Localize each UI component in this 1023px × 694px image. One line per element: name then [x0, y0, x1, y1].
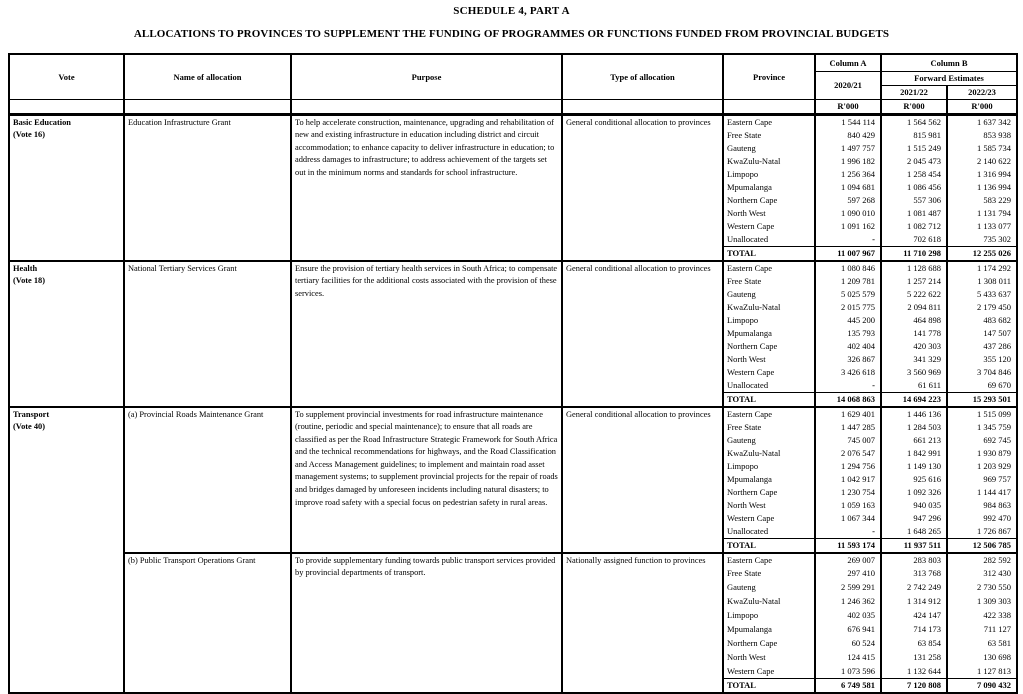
amount-2020-21: 1 067 344 — [815, 512, 881, 525]
amount-2020-21: 445 200 — [815, 314, 881, 327]
amount-2022-23: 1 585 734 — [947, 142, 1017, 155]
amount-2022-23: 1 309 303 — [947, 595, 1017, 609]
province-column-header: Province — [723, 54, 815, 99]
amount-2022-23: 1 203 929 — [947, 460, 1017, 473]
amount-2022-23: 282 592 — [947, 553, 1017, 567]
province-cell: KwaZulu-Natal — [723, 447, 815, 460]
province-cell: Northern Cape — [723, 340, 815, 353]
amount-2020-21: 5 025 579 — [815, 288, 881, 301]
purpose-cell: Ensure the provision of tertiary health services in South Africa; to compensate tertiary facilities for the additional costs associated with the provision of these services. — [291, 261, 562, 407]
amount-2022-23: 63 581 — [947, 637, 1017, 651]
amount-2021-22: 1 284 503 — [881, 421, 947, 434]
amount-2022-23: 1 127 813 — [947, 665, 1017, 679]
amount-2022-23: 1 316 994 — [947, 168, 1017, 181]
province-cell: Western Cape — [723, 220, 815, 233]
amount-2020-21: 269 007 — [815, 553, 881, 567]
amount-2021-22: 1 149 130 — [881, 460, 947, 473]
amount-2021-22: 1 082 712 — [881, 220, 947, 233]
amount-2020-21: 402 404 — [815, 340, 881, 353]
table-row — [9, 553, 1017, 567]
amount-2020-21: - — [815, 379, 881, 393]
amount-2020-21: 2 015 775 — [815, 301, 881, 314]
province-cell: Western Cape — [723, 665, 815, 679]
amount-2022-23: 1 345 759 — [947, 421, 1017, 434]
amount-2021-22: 1 842 991 — [881, 447, 947, 460]
total-2022-23: 12 255 026 — [947, 246, 1017, 261]
province-cell: Mpumalanga — [723, 623, 815, 637]
province-cell: Northern Cape — [723, 194, 815, 207]
amount-2021-22: 1 515 249 — [881, 142, 947, 155]
purpose-cell: To supplement provincial investments for road infrastructure maintenance (routine, periodic and special maintenance); to ensure that all roads are classified as per the Road Infrastructure Strategic Framework for South Africa and the technical recommendations for highways, and the Road Classification and Access Management guidelines; to implement and maintain road asset management systems; to supplement provincial projects for the repair of roads and bridges damaged by unforeseen incidents including natural disasters; to improve road safety with a special focus on pedestrian safety in rural areas. — [291, 407, 562, 553]
amount-2022-23: 992 470 — [947, 512, 1017, 525]
amount-2021-22: 2 045 473 — [881, 155, 947, 168]
amount-2021-22: 940 035 — [881, 499, 947, 512]
amount-2022-23: 422 338 — [947, 609, 1017, 623]
province-cell: Free State — [723, 129, 815, 142]
table-header — [9, 54, 1017, 114]
amount-2022-23: 969 757 — [947, 473, 1017, 486]
empty-header-cell — [124, 99, 291, 114]
amount-2021-22: 63 854 — [881, 637, 947, 651]
unit-label: R'000 — [815, 99, 881, 114]
amount-2020-21: 1 996 182 — [815, 155, 881, 168]
province-cell: North West — [723, 353, 815, 366]
amount-2020-21: 402 035 — [815, 609, 881, 623]
total-2021-22: 7 120 808 — [881, 679, 947, 694]
province-cell: Gauteng — [723, 581, 815, 595]
amount-2022-23: 1 144 417 — [947, 486, 1017, 499]
total-2022-23: 15 293 501 — [947, 392, 1017, 407]
amount-2021-22: 815 981 — [881, 129, 947, 142]
empty-header-cell — [723, 99, 815, 114]
amount-2020-21: 124 415 — [815, 651, 881, 665]
amount-2022-23: 1 515 099 — [947, 407, 1017, 421]
allocation-name-cell: Education Infrastructure Grant — [124, 114, 291, 261]
amount-2022-23: 3 704 846 — [947, 366, 1017, 379]
amount-2020-21: 1 256 364 — [815, 168, 881, 181]
purpose-column-header: Purpose — [291, 54, 562, 99]
amount-2020-21: 3 426 618 — [815, 366, 881, 379]
amount-2021-22: 1 128 688 — [881, 261, 947, 275]
year-2021-22-header: 2021/22 — [881, 85, 947, 99]
province-cell: Unallocated — [723, 379, 815, 393]
amount-2020-21: 1 246 362 — [815, 595, 881, 609]
amount-2021-22: 661 213 — [881, 434, 947, 447]
amount-2021-22: 1 258 454 — [881, 168, 947, 181]
province-cell: Eastern Cape — [723, 114, 815, 129]
allocation-type-cell: General conditional allocation to provinces — [562, 114, 723, 261]
amount-2022-23: 1 930 879 — [947, 447, 1017, 460]
column-a-header: Column A — [815, 54, 881, 71]
amount-2020-21: 1 094 681 — [815, 181, 881, 194]
province-cell: Eastern Cape — [723, 261, 815, 275]
amount-2022-23: 1 637 342 — [947, 114, 1017, 129]
schedule-title: SCHEDULE 4, PART A — [453, 5, 570, 17]
province-cell: Free State — [723, 567, 815, 581]
amount-2020-21: 1 090 010 — [815, 207, 881, 220]
forward-estimates-header: Forward Estimates — [881, 71, 1017, 85]
vote-name: Health — [13, 263, 38, 273]
amount-2020-21: 1 629 401 — [815, 407, 881, 421]
amount-2021-22: 2 742 249 — [881, 581, 947, 595]
allocation-type-cell: Nationally assigned function to provinces — [562, 553, 723, 694]
amount-2021-22: 1 648 265 — [881, 525, 947, 539]
province-cell: Gauteng — [723, 288, 815, 301]
amount-2022-23: 69 670 — [947, 379, 1017, 393]
amount-2022-23: 312 430 — [947, 567, 1017, 581]
amount-2021-22: 420 303 — [881, 340, 947, 353]
amount-2021-22: 702 618 — [881, 233, 947, 247]
vote-number: (Vote 16) — [13, 130, 46, 140]
year-2022-23-header: 2022/23 — [947, 85, 1017, 99]
amount-2021-22: 1 086 456 — [881, 181, 947, 194]
amount-2022-23: 583 229 — [947, 194, 1017, 207]
province-cell: Unallocated — [723, 233, 815, 247]
province-cell: Free State — [723, 275, 815, 288]
amount-2020-21: 1 209 781 — [815, 275, 881, 288]
total-2021-22: 14 694 223 — [881, 392, 947, 407]
amount-2022-23: 1 133 077 — [947, 220, 1017, 233]
allocation-name-cell: National Tertiary Services Grant — [124, 261, 291, 407]
vote-number: (Vote 40) — [13, 422, 46, 432]
amount-2022-23: 5 433 637 — [947, 288, 1017, 301]
amount-2020-21: 676 941 — [815, 623, 881, 637]
amount-2021-22: 61 611 — [881, 379, 947, 393]
amount-2021-22: 141 778 — [881, 327, 947, 340]
unit-row — [9, 99, 1017, 114]
amount-2022-23: 1 726 867 — [947, 525, 1017, 539]
total-label: TOTAL — [723, 679, 815, 694]
amount-2022-23: 711 127 — [947, 623, 1017, 637]
amount-2021-22: 1 081 487 — [881, 207, 947, 220]
province-cell: Limpopo — [723, 314, 815, 327]
year-2020-21-header: 2020/21 — [815, 71, 881, 99]
amount-2021-22: 2 094 811 — [881, 301, 947, 314]
amount-2021-22: 341 329 — [881, 353, 947, 366]
allocation-type-cell: General conditional allocation to provinces — [562, 261, 723, 407]
unit-label: R'000 — [947, 99, 1017, 114]
allocation-name-cell: (b) Public Transport Operations Grant — [124, 553, 291, 694]
amount-2022-23: 2 179 450 — [947, 301, 1017, 314]
province-cell: Unallocated — [723, 525, 815, 539]
province-cell: Eastern Cape — [723, 407, 815, 421]
amount-2021-22: 283 803 — [881, 553, 947, 567]
province-cell: Limpopo — [723, 609, 815, 623]
amount-2022-23: 147 507 — [947, 327, 1017, 340]
amount-2020-21: 1 091 162 — [815, 220, 881, 233]
amount-2022-23: 483 682 — [947, 314, 1017, 327]
province-cell: Mpumalanga — [723, 473, 815, 486]
province-cell: North West — [723, 499, 815, 512]
type-column-header: Type of allocation — [562, 54, 723, 99]
amount-2020-21: 297 410 — [815, 567, 881, 581]
amount-2020-21: 2 076 547 — [815, 447, 881, 460]
vote-number: (Vote 18) — [13, 276, 46, 286]
allocations-table — [8, 53, 1018, 694]
total-2020-21: 14 068 863 — [815, 392, 881, 407]
amount-2021-22: 1 314 912 — [881, 595, 947, 609]
amount-2020-21: 1 447 285 — [815, 421, 881, 434]
total-2022-23: 7 090 432 — [947, 679, 1017, 694]
total-2020-21: 6 749 581 — [815, 679, 881, 694]
table-row — [9, 261, 1017, 275]
province-cell: Mpumalanga — [723, 327, 815, 340]
amount-2021-22: 925 616 — [881, 473, 947, 486]
province-cell: KwaZulu-Natal — [723, 595, 815, 609]
total-label: TOTAL — [723, 538, 815, 553]
document-title: ALLOCATIONS TO PROVINCES TO SUPPLEMENT THE FUNDING OF PROGRAMMES OR FUNCTIONS FUNDED FROM PROVINCIAL BUDGETS — [133, 28, 890, 40]
amount-2020-21: 326 867 — [815, 353, 881, 366]
province-cell: Limpopo — [723, 460, 815, 473]
amount-2020-21: 745 007 — [815, 434, 881, 447]
amount-2020-21: 60 524 — [815, 637, 881, 651]
amount-2022-23: 355 120 — [947, 353, 1017, 366]
amount-2022-23: 984 863 — [947, 499, 1017, 512]
amount-2021-22: 557 306 — [881, 194, 947, 207]
amount-2022-23: 853 938 — [947, 129, 1017, 142]
total-label: TOTAL — [723, 246, 815, 261]
amount-2021-22: 3 560 969 — [881, 366, 947, 379]
amount-2022-23: 692 745 — [947, 434, 1017, 447]
table-row — [9, 114, 1017, 129]
column-b-header: Column B — [881, 54, 1017, 71]
amount-2020-21: 1 230 754 — [815, 486, 881, 499]
province-cell: Free State — [723, 421, 815, 434]
purpose-cell: To provide supplementary funding towards public transport services provided by provincial departments of transport. — [291, 553, 562, 694]
amount-2021-22: 714 173 — [881, 623, 947, 637]
amount-2022-23: 130 698 — [947, 651, 1017, 665]
province-cell: Mpumalanga — [723, 181, 815, 194]
unit-label: R'000 — [881, 99, 947, 114]
amount-2022-23: 735 302 — [947, 233, 1017, 247]
amount-2021-22: 131 258 — [881, 651, 947, 665]
amount-2020-21: - — [815, 233, 881, 247]
vote-cell — [9, 407, 124, 694]
amount-2020-21: 1 073 596 — [815, 665, 881, 679]
amount-2020-21: 1 294 756 — [815, 460, 881, 473]
header-row-1 — [9, 54, 1017, 71]
total-2020-21: 11 593 174 — [815, 538, 881, 553]
empty-header-cell — [291, 99, 562, 114]
total-label: TOTAL — [723, 392, 815, 407]
province-cell: Northern Cape — [723, 486, 815, 499]
amount-2022-23: 1 131 794 — [947, 207, 1017, 220]
amount-2021-22: 947 296 — [881, 512, 947, 525]
amount-2021-22: 1 132 644 — [881, 665, 947, 679]
amount-2020-21: 1 059 163 — [815, 499, 881, 512]
empty-header-cell — [562, 99, 723, 114]
province-cell: North West — [723, 207, 815, 220]
province-cell: North West — [723, 651, 815, 665]
vote-cell — [9, 114, 124, 261]
vote-name: Transport — [13, 409, 50, 419]
amount-2022-23: 2 730 550 — [947, 581, 1017, 595]
amount-2022-23: 1 308 011 — [947, 275, 1017, 288]
amount-2020-21: 1 497 757 — [815, 142, 881, 155]
province-cell: Western Cape — [723, 512, 815, 525]
amount-2022-23: 1 136 994 — [947, 181, 1017, 194]
amount-2021-22: 313 768 — [881, 567, 947, 581]
amount-2020-21: - — [815, 525, 881, 539]
province-cell: Gauteng — [723, 142, 815, 155]
province-cell: Gauteng — [723, 434, 815, 447]
amount-2022-23: 2 140 622 — [947, 155, 1017, 168]
amount-2020-21: 135 793 — [815, 327, 881, 340]
amount-2020-21: 1 042 917 — [815, 473, 881, 486]
allocation-type-cell: General conditional allocation to provinces — [562, 407, 723, 553]
table-row — [9, 407, 1017, 421]
allocation-name-cell: (a) Provincial Roads Maintenance Grant — [124, 407, 291, 553]
province-cell: KwaZulu-Natal — [723, 155, 815, 168]
amount-2022-23: 1 174 292 — [947, 261, 1017, 275]
province-cell: Western Cape — [723, 366, 815, 379]
empty-header-cell — [9, 99, 124, 114]
amount-2020-21: 840 429 — [815, 129, 881, 142]
amount-2021-22: 424 147 — [881, 609, 947, 623]
amount-2021-22: 464 898 — [881, 314, 947, 327]
amount-2022-23: 437 286 — [947, 340, 1017, 353]
province-cell: Limpopo — [723, 168, 815, 181]
vote-cell — [9, 261, 124, 407]
vote-column-header: Vote — [9, 54, 124, 99]
amount-2021-22: 1 257 214 — [881, 275, 947, 288]
purpose-cell: To help accelerate construction, maintenance, upgrading and rehabilitation of new and existing infrastructure in education including district and circuit accommodation; to enhance capacity to deliver infrastructure in education; to address damages to infrastructure; to address achievement of the targets set out in the minimum norms and standards for school infrastructure. — [291, 114, 562, 261]
amount-2020-21: 1 544 114 — [815, 114, 881, 129]
amount-2020-21: 2 599 291 — [815, 581, 881, 595]
amount-2021-22: 5 222 622 — [881, 288, 947, 301]
amount-2021-22: 1 092 326 — [881, 486, 947, 499]
amount-2021-22: 1 564 562 — [881, 114, 947, 129]
province-cell: Northern Cape — [723, 637, 815, 651]
province-cell: Eastern Cape — [723, 553, 815, 567]
total-2021-22: 11 937 511 — [881, 538, 947, 553]
amount-2020-21: 597 268 — [815, 194, 881, 207]
vote-name: Basic Education — [13, 117, 71, 127]
total-2021-22: 11 710 298 — [881, 246, 947, 261]
amount-2021-22: 1 446 136 — [881, 407, 947, 421]
province-cell: KwaZulu-Natal — [723, 301, 815, 314]
total-2020-21: 11 007 967 — [815, 246, 881, 261]
total-2022-23: 12 506 785 — [947, 538, 1017, 553]
name-column-header: Name of allocation — [124, 54, 291, 99]
amount-2020-21: 1 080 846 — [815, 261, 881, 275]
